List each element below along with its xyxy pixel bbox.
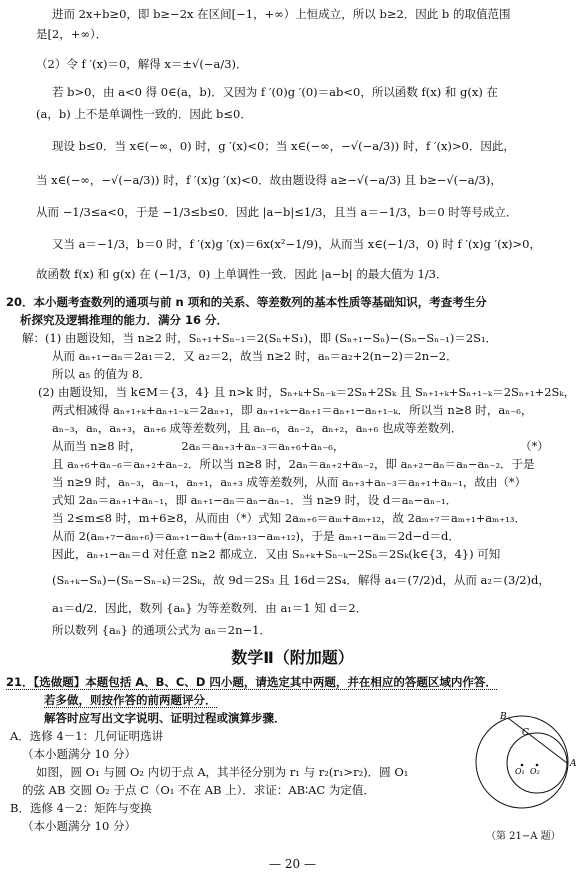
text-line: 进而 2x+b≥0，即 b≥−2x 在区间[−1，+∞）上恒成立，所以 b≥2．因此 b 的取值范围 <box>52 7 511 21</box>
q20-heading: 20．本小题考查数列的通项与前 n 项和的关系、等差数列的基本性质等基础知识，考查考生分 <box>6 295 487 309</box>
text-line: 当 x∈(−∞，−√(−a/3)) 时，f ′(x)g ′(x)<0．故由题设得 a≥−√(−a/3) 且 b≥−√(−a/3)， <box>36 173 502 187</box>
center-o1 <box>521 764 524 767</box>
q21-heading <box>6 674 497 691</box>
q21a-title: A．选修 4－1：几何证明选讲 <box>10 729 164 743</box>
q20-line: 因此，aₙ₊₁−aₙ＝d 对任意 n≥2 都成立．又由 Sₙ₊ₖ+Sₙ₋ₖ−2Sₙ＝2Sₖ(k∈{3，4}) 可知 <box>52 547 501 561</box>
q20-line: 从而当 n≥8 时， 2aₙ＝aₙ₊₃+aₙ₋₃＝aₙ₊₆+aₙ₋₆， <box>52 439 345 453</box>
star-mark: （*） <box>520 439 549 453</box>
q20-line: 所以 a₅ 的值为 8． <box>52 367 151 381</box>
text-line: 是[2，+∞）． <box>36 27 108 41</box>
section-title: 数学Ⅱ（附加题） <box>231 648 354 667</box>
text-line: 故函数 f(x) 和 g(x) 在 (−1/3，0) 上单调性一致．因此 |a−b| 的最大值为 1/3． <box>36 267 448 281</box>
q20-line: a₁＝d/2．因此，数列 {aₙ} 为等差数列．由 a₁＝1 知 d＝2． <box>52 601 368 615</box>
q21b-title: B．选修 4－2：矩阵与变换 <box>10 801 152 815</box>
q21-heading-text: 若多做，则按作答的前两题评分． <box>44 693 217 707</box>
label-b: B <box>500 712 507 722</box>
label-o1: O₁ <box>515 767 525 776</box>
text-line: 又当 a＝−1/3，b＝0 时，f ′(x)g ′(x)＝6x(x²−1/9)，从而当 x∈(−1/3，0) 时 f ′(x)g ′(x)>0， <box>52 237 541 251</box>
center-o2 <box>536 764 539 767</box>
q20-line: 解：(1) 由题设知，当 n≥2 时，Sₙ₊₁+Sₙ₋₁＝2(Sₙ+S₁)，即 (Sₙ₊₁−Sₙ)−(Sₙ−Sₙ₋₁)＝2S₁． <box>22 331 498 345</box>
q21-heading <box>44 692 217 709</box>
circle-o2 <box>507 733 567 793</box>
q20-line: 当 2≤m≤8 时，m+6≥8，从而由（*）式知 2aₘ₊₆＝aₘ+aₘ₊₁₂，故 2aₘ₊₇＝aₘ₊₁+aₘ₊₁₃． <box>52 511 526 525</box>
q20-line: 两式相减得 aₙ₊₁₊ₖ+aₙ₊₁₋ₖ＝2aₙ₊₁，即 aₙ₊₁₊ₖ−aₙ₊₁＝aₙ₊₁−aₙ₊₁₋ₖ．所以当 n≥8 时，aₙ₋₆， <box>52 403 533 417</box>
q20-line: 且 aₙ₊₆+aₙ₋₆＝aₙ₊₂+aₙ₋₂．所以当 n≥8 时，2aₙ＝aₙ₊₂+aₙ₋₂，即 aₙ₊₂−aₙ＝aₙ−aₙ₋₂．于是 <box>52 457 535 471</box>
q20-line: (2) 由题设知，当 k∈M＝{3，4} 且 n>k 时，Sₙ₊ₖ+Sₙ₋ₖ＝2Sₙ+2Sₖ 且 Sₙ₊₁₊ₖ+Sₙ₊₁₋ₖ＝2Sₙ₊₁+2Sₖ， <box>38 385 576 399</box>
figure-21a <box>470 708 580 826</box>
q21-heading-text: 21．【选做题】本题包括 A、B、C、D 四小题，请选定其中两题，并在相应的答题区域内作答． <box>6 675 497 689</box>
label-a: A <box>570 759 577 769</box>
text-line: 现设 b≤0．当 x∈(−∞，0) 时，g ′(x)<0；当 x∈(−∞，−√(−a/3)) 时，f ′(x)>0．因此， <box>52 139 515 153</box>
q20-line: 从而 aₙ₊₁−aₙ＝2a₁＝2．又 a₂＝2，故当 n≥2 时，aₙ＝a₂+2(n−2)＝2n−2． <box>52 349 458 363</box>
q20-line: aₙ₋₃，aₙ，aₙ₊₃，aₙ₊₆ 成等差数列，且 aₙ₋₆，aₙ₋₂，aₙ₊₂，aₙ₊₆ 也成等差数列． <box>52 421 463 435</box>
text-line: （2）令 f ′(x)＝0，解得 x＝±√(−a/3)． <box>36 57 248 71</box>
q21a-body: 如图，圆 O₁ 与圆 O₂ 内切于点 A，其半径分别为 r₁ 与 r₂(r₁>r₂)．圆 O₁ <box>36 765 409 779</box>
text-line: 从而 −1/3≤a<0，于是 −1/3≤b≤0．因此 |a−b|≤1/3，且当 a＝−1/3，b＝0 时等号成立． <box>36 205 518 219</box>
q20-line: 式知 2aₙ＝aₙ₊₁+aₙ₋₁，即 aₙ₊₁−aₙ＝aₙ−aₙ₋₁．当 n≥9 时，设 d＝aₙ−aₙ₋₁． <box>52 493 458 507</box>
q20-line: 从而 2(aₘ₊₇−aₘ₊₆)＝aₘ₊₁−aₘ+(aₘ₊₁₃−aₘ₊₁₂)，于是 aₘ₊₁−aₘ＝2d−d＝d． <box>52 529 460 543</box>
page-number: — 20 — <box>269 857 316 871</box>
q20-line: 当 n≥9 时，aₙ₋₃，aₙ₋₁，aₙ₊₁，aₙ₊₃ 成等差数列，从而 aₙ₊₃+aₙ₋₃＝aₙ₊₁+aₙ₋₁，故由（*） <box>52 475 527 489</box>
q20-heading: 析探究及逻辑推理的能力．满分 16 分． <box>20 313 229 327</box>
q21a-score: （本小题满分 10 分） <box>22 747 136 761</box>
q21a-body: 的弦 AB 交圆 O₂ 于点 C（O₁ 不在 AB 上）．求证：AB∶AC 为定值． <box>22 783 375 797</box>
q20-line: 所以数列 {aₙ} 的通项公式为 aₙ＝2n−1． <box>52 623 271 637</box>
text-line: (a，b) 上不是单调性一致的．因此 b≤0． <box>36 107 252 121</box>
label-c: C <box>522 728 529 738</box>
label-o2: O₂ <box>530 767 540 776</box>
q21b-score: （本小题满分 10 分） <box>22 819 136 833</box>
q21-heading: 解答时应写出文字说明、证明过程或演算步骤． <box>44 711 286 725</box>
figure-caption: （第 21−A 题） <box>486 831 561 842</box>
text-line: 若 b>0，由 a<0 得 0∈(a，b)．又因为 f ′(0)g ′(0)＝ab<0，所以函数 f(x) 和 g(x) 在 <box>52 85 498 99</box>
q20-line: (Sₙ₊ₖ−Sₙ)−(Sₙ−Sₙ₋ₖ)＝2Sₖ，故 9d＝2S₃ 且 16d＝2S₄．解得 a₄＝(7/2)d，从而 a₂＝(3/2)d， <box>52 573 550 587</box>
